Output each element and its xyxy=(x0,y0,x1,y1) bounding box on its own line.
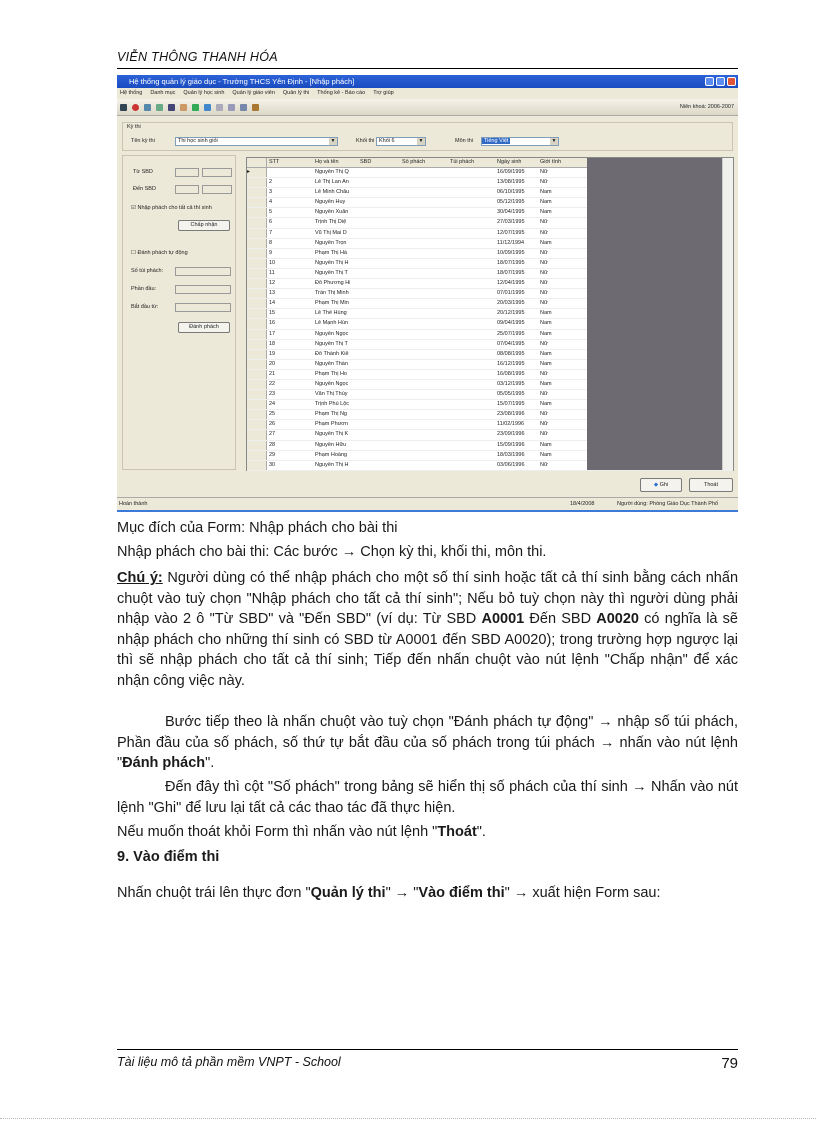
table-cell: 11 xyxy=(269,269,275,276)
prefix-input[interactable] xyxy=(175,285,231,294)
row-header[interactable] xyxy=(247,299,267,308)
table-cell: 22 xyxy=(269,380,276,387)
row-header[interactable] xyxy=(247,198,267,207)
table-cell: 05/12/1995 xyxy=(497,199,525,206)
text: Đến SBD xyxy=(524,611,597,628)
table-cell: Nữ xyxy=(540,169,548,175)
page-number: 79 xyxy=(721,1055,738,1072)
table-cell: 3 xyxy=(269,189,273,196)
table-cell: Nam xyxy=(540,209,552,216)
table-cell: Nữ xyxy=(540,259,548,266)
text: Vào điểm thi xyxy=(418,885,505,901)
table-cell: 27 xyxy=(269,431,276,438)
table-cell: Nam xyxy=(540,350,552,357)
table-cell: 23 xyxy=(269,391,276,398)
row-header[interactable] xyxy=(247,441,267,450)
table-cell: Phạm Phươn xyxy=(315,421,348,428)
header-rule xyxy=(117,68,738,69)
save-button[interactable] xyxy=(640,478,682,492)
text: " → " xyxy=(385,885,419,901)
options-panel xyxy=(122,155,236,470)
empty-area xyxy=(587,158,723,470)
to-sbd-prefix[interactable] xyxy=(175,185,199,194)
grade-label: Khối thi xyxy=(356,138,375,144)
chevron-down-icon[interactable]: ▼ xyxy=(418,138,424,144)
table-cell: 18/07/1995 xyxy=(497,259,525,266)
menu-item[interactable]: Trợ giúp xyxy=(373,90,394,96)
table-cell: Nữ xyxy=(540,229,548,236)
toolbar xyxy=(117,99,738,116)
footer-text: Tài liệu mô tả phần mềm VNPT - School xyxy=(117,1055,341,1069)
table-cell: Nữ xyxy=(540,179,548,186)
table-cell: 10 xyxy=(269,259,276,266)
row-header[interactable] xyxy=(247,430,267,439)
page-edge xyxy=(0,1118,816,1119)
table-cell: 15/07/1995 xyxy=(497,401,525,408)
table-cell: Phạm Thị Ho xyxy=(315,370,347,377)
tool-icon[interactable] xyxy=(144,104,151,111)
table-cell: 19 xyxy=(269,350,276,357)
all-students-checkbox[interactable]: ☑ Nhập phách cho tất cả thí sinh xyxy=(131,205,212,211)
window-title: Hệ thống quản lý giáo dục - Trường THCS Yên Định - [Nhập phách] xyxy=(129,77,355,86)
table-cell: Nam xyxy=(540,199,552,206)
from-label: Từ SBD xyxy=(133,169,153,175)
status-date: 18/4/2008 xyxy=(570,501,595,507)
column-header[interactable]: Họ và tên xyxy=(315,159,339,165)
paragraph-purpose: Mục đích của Form: Nhập phách cho bài thi xyxy=(117,520,398,536)
table-cell: 03/12/1995 xyxy=(497,380,525,387)
table-cell: 25/07/1995 xyxy=(497,330,525,337)
table-cell: Nữ xyxy=(540,340,548,347)
app-screenshot xyxy=(117,75,738,512)
subject-value: Tiếng Việt xyxy=(484,138,509,144)
exam-group xyxy=(122,122,733,151)
table-cell: 8 xyxy=(269,239,273,246)
text: ". xyxy=(476,824,486,840)
exam-value: Thi học sinh giỏi xyxy=(178,138,218,144)
table-cell: Trịnh Thị Diệ xyxy=(315,219,347,226)
row-header[interactable] xyxy=(247,330,267,339)
row-header[interactable] xyxy=(247,289,267,298)
bag-input[interactable] xyxy=(175,267,231,276)
row-header[interactable] xyxy=(247,380,267,389)
table-cell: Nguyễn Xuân xyxy=(315,209,349,216)
menu-item[interactable]: Hệ thống xyxy=(120,90,143,96)
table-cell: Lê Minh Châu xyxy=(315,189,350,196)
table-cell: 18 xyxy=(269,340,276,347)
table-cell: Nguyễn Thị T xyxy=(315,340,348,347)
row-header[interactable] xyxy=(247,218,267,227)
menu-item[interactable]: Quản lý thi xyxy=(282,90,310,96)
table-cell: 26 xyxy=(269,421,276,428)
table-cell: 2 xyxy=(269,179,273,186)
column-header[interactable]: SBD xyxy=(360,159,372,165)
table-cell: 30/04/1995 xyxy=(497,209,525,216)
text: A0020 xyxy=(596,611,639,628)
table-cell: Phạm Hoàng xyxy=(315,451,348,458)
start-label: Bắt đầu từ: xyxy=(131,304,159,310)
table-cell: Nam xyxy=(540,189,552,196)
row-header[interactable] xyxy=(247,269,267,278)
table-cell: Nam xyxy=(540,441,552,448)
row-header[interactable] xyxy=(247,340,267,349)
table-cell: 17 xyxy=(269,330,276,337)
row-header[interactable] xyxy=(247,370,267,379)
minimize-icon[interactable] xyxy=(705,77,714,86)
row-header[interactable] xyxy=(247,239,267,248)
tool-icon[interactable] xyxy=(180,104,187,111)
table-cell: Nữ xyxy=(540,249,548,256)
table-cell: 16/08/1995 xyxy=(497,370,525,377)
menu-item[interactable]: Quản lý giáo viên xyxy=(232,90,275,96)
table-cell: Nữ xyxy=(540,461,548,468)
tool-icon[interactable] xyxy=(240,104,247,111)
table-cell: Nữ xyxy=(540,219,548,226)
from-sbd-prefix[interactable] xyxy=(175,168,199,177)
table-cell: 25 xyxy=(269,411,276,418)
menu-item[interactable]: Danh mục xyxy=(150,90,176,96)
table-cell: 28 xyxy=(269,441,276,448)
table-cell: 09/04/1995 xyxy=(497,320,525,327)
auto-assign-label: Đánh phách tự động xyxy=(137,250,188,256)
tool-icon[interactable] xyxy=(192,104,199,111)
text: Nếu muốn thoát khỏi Form thì nhấn vào nút lệnh " xyxy=(117,824,438,840)
text: có nghĩa là sẽ nhập phách cho những thí sinh có SBD từ A0001 đến SBD A0020); trong trường hợp ngược lại thì sẽ nhập phách cho tất cả thí sinh; Tiếp đến nhấn chuột vào nút lệnh "Chấp nhận" để xác nhận công việc này. xyxy=(117,611,738,689)
row-header xyxy=(247,158,267,167)
all-students-label: Nhập phách cho tất cả thí sinh xyxy=(137,205,212,211)
row-header[interactable] xyxy=(247,279,267,288)
row-header[interactable] xyxy=(247,309,267,318)
table-cell: 11/12/1994 xyxy=(497,239,525,246)
grade-select[interactable] xyxy=(376,137,426,146)
search-icon[interactable] xyxy=(204,104,211,111)
stop-icon[interactable] xyxy=(132,104,139,111)
row-header[interactable] xyxy=(247,350,267,359)
table-cell: 14 xyxy=(269,300,276,307)
table-cell: Trịnh Phú Lộc xyxy=(315,401,350,408)
to-sbd-input[interactable] xyxy=(202,185,232,194)
text: A0001 xyxy=(481,611,525,628)
save-label: Ghi xyxy=(659,482,669,488)
row-header[interactable] xyxy=(247,461,267,470)
table-cell: Nữ xyxy=(540,421,548,428)
school-year: Niên khoá: 2006-2007 xyxy=(679,104,734,110)
column-header[interactable]: STT xyxy=(269,159,280,165)
group-label: Kỳ thi xyxy=(127,124,141,130)
table-cell: Nguyễn Thị H xyxy=(315,461,349,468)
paragraph-next-step xyxy=(117,712,738,774)
paragraph-enter-scores xyxy=(117,883,738,904)
row-header[interactable] xyxy=(247,249,267,258)
table-cell: 18/03/1996 xyxy=(497,451,525,458)
table-cell: 15/09/1996 xyxy=(497,441,525,448)
text: Thoát xyxy=(437,824,477,840)
from-sbd-input[interactable] xyxy=(202,168,232,177)
table-cell: 12/07/1995 xyxy=(497,229,525,236)
table-cell: 21 xyxy=(269,370,276,377)
exit-icon[interactable] xyxy=(120,104,127,111)
chevron-down-icon[interactable]: ▼ xyxy=(330,138,336,144)
exam-label: Tên kỳ thi xyxy=(131,138,155,144)
table-cell: Nam xyxy=(540,330,552,337)
menu-item[interactable]: Quản lý học sinh xyxy=(183,90,225,96)
table-cell: 5 xyxy=(269,209,273,216)
row-header[interactable] xyxy=(247,360,267,369)
table-cell: 10/09/1995 xyxy=(497,249,525,256)
table-cell: Nam xyxy=(540,320,552,327)
paragraph-steps: Nhập phách cho bài thi: Các bước → Chọn kỳ thi, khối thi, môn thi. xyxy=(117,544,547,560)
row-header[interactable] xyxy=(247,229,267,238)
table-cell: Đỗ Thành Kiê xyxy=(315,350,349,357)
students-grid xyxy=(246,157,734,471)
bag-label: Số túi phách: xyxy=(131,268,164,274)
tool-icon[interactable] xyxy=(216,104,223,111)
table-cell: Nguyễn Thị K xyxy=(315,431,349,438)
paragraph-exit xyxy=(117,822,738,843)
status-text: Hoàn thành xyxy=(119,501,148,507)
menu-item[interactable]: Thống kê - Báo cáo xyxy=(317,90,366,96)
column-header[interactable]: Túi phách xyxy=(450,159,475,165)
row-header[interactable] xyxy=(247,400,267,409)
text: Bước tiếp theo là nhấn chuột vào tuỳ chọn "Đánh phách tự động" → nhập số túi phách, Phần đầu của số phách, số thứ tự bắt đầu của số phách trong túi phách → nhấn vào nút lệnh " xyxy=(117,714,738,772)
table-cell: Nam xyxy=(540,360,552,367)
table-cell: 27/03/1995 xyxy=(497,219,525,226)
table-cell: Nữ xyxy=(540,290,548,297)
table-cell: Đỗ Phương Hi xyxy=(315,280,351,287)
table-cell: 6 xyxy=(269,219,273,226)
table-cell: Nam xyxy=(540,380,552,387)
row-header[interactable] xyxy=(247,420,267,429)
running-header: VIỄN THÔNG THANH HÓA xyxy=(117,50,278,64)
table-cell: 30 xyxy=(269,461,276,468)
subject-label: Môn thi xyxy=(455,138,474,144)
table-cell: Nguyễn Trọn xyxy=(315,239,347,246)
menu-bar xyxy=(117,88,738,99)
table-cell: Văn Thị Thúy xyxy=(315,391,348,398)
row-header[interactable] xyxy=(247,208,267,217)
table-cell: 18/07/1995 xyxy=(497,269,525,276)
help-icon[interactable] xyxy=(252,104,259,111)
exit-button[interactable]: Thoát xyxy=(689,478,733,492)
table-cell: 15 xyxy=(269,310,276,317)
table-cell: Lê Thế Hùng xyxy=(315,310,347,317)
table-cell: Nguyễn Thị H xyxy=(315,259,349,266)
footer-rule xyxy=(117,1049,738,1050)
row-header[interactable] xyxy=(247,319,267,328)
status-bar xyxy=(117,497,738,510)
table-cell: Nguyễn Thị Q xyxy=(315,169,349,175)
table-cell: 06/10/1995 xyxy=(497,189,525,196)
tool-icon[interactable] xyxy=(228,104,235,111)
table-cell: Nữ xyxy=(540,300,548,307)
prefix-label: Phần đầu: xyxy=(131,286,157,292)
table-cell: Nam xyxy=(540,239,552,246)
vertical-scrollbar[interactable] xyxy=(722,158,733,470)
table-cell: Lê Thị Lan An xyxy=(315,179,349,186)
table-cell: 16/12/1995 xyxy=(497,360,525,367)
auto-assign-checkbox[interactable]: ☐ Đánh phách tự động xyxy=(131,250,188,256)
subject-select[interactable] xyxy=(481,137,559,146)
table-cell: 11/02/1996 xyxy=(497,421,525,428)
table-cell: Nam xyxy=(540,451,552,458)
tool-icon[interactable] xyxy=(168,104,175,111)
table-cell: 20/03/1995 xyxy=(497,300,525,307)
chevron-down-icon[interactable]: ▼ xyxy=(551,138,557,144)
table-cell: Nam xyxy=(540,401,552,408)
row-header[interactable]: ▸ xyxy=(247,168,267,177)
column-header[interactable]: Ngày sinh xyxy=(497,159,522,165)
table-cell: 9 xyxy=(269,249,273,256)
table-cell: 4 xyxy=(269,199,273,206)
table-cell: Nữ xyxy=(540,280,548,287)
text: ". xyxy=(205,755,215,772)
table-cell: 16/09/1995 xyxy=(497,169,525,175)
table-cell: Nam xyxy=(540,310,552,317)
table-cell: 16 xyxy=(269,320,276,327)
paragraph-note xyxy=(117,568,738,692)
section-heading: 9. Vào điểm thi xyxy=(117,849,220,865)
table-cell: Phạm Thị Min xyxy=(315,300,349,307)
table-cell: 20 xyxy=(269,360,276,367)
table-cell: 05/05/1995 xyxy=(497,391,525,398)
table-cell: 08/08/1995 xyxy=(497,350,525,357)
row-header[interactable] xyxy=(247,178,267,187)
start-input[interactable] xyxy=(175,303,231,312)
table-cell: 03/06/1996 xyxy=(497,461,525,468)
table-cell: Nguyễn Hữu xyxy=(315,441,347,448)
title-bar xyxy=(117,75,738,88)
paragraph-result: Đến đây thì cột "Số phách" trong bảng sẽ hiển thị số phách của thí sinh → Nhấn vào nút lệnh "Ghi" để lưu lại tất cả các thao tác đã thực hiện. xyxy=(117,779,738,816)
table-cell: Nữ xyxy=(540,431,548,438)
row-header[interactable] xyxy=(247,259,267,268)
table-cell: Nữ xyxy=(540,370,548,377)
table-cell: Trần Thị Minh xyxy=(315,290,349,297)
table-cell: Nguyễn Ngọc xyxy=(315,380,349,387)
table-cell: Nữ xyxy=(540,269,548,276)
text: Người dùng có thể nhập phách cho một số thí sinh hoặc tất cả thí sinh bằng cách nhấn chuột vào tuỳ chọn "Nhập phách cho tất cả thí sinh"; Nếu bỏ tuỳ chọn này thì người dùng phải nhập vào 2 ô "Từ SBD" và "Đến SBD" (ví dụ: Từ SBD xyxy=(117,570,739,628)
table-cell: 13/08/1995 xyxy=(497,179,525,186)
table-cell: Phạm Thị Ng xyxy=(315,411,347,418)
table-cell: 07/01/1995 xyxy=(497,290,525,297)
text: Quản lý thi xyxy=(310,885,386,901)
table-cell: 23/08/1996 xyxy=(497,411,525,418)
maximize-icon[interactable] xyxy=(716,77,725,86)
save-icon: ◆ xyxy=(653,482,659,488)
table-cell: Lê Mạnh Hùn xyxy=(315,320,349,327)
tool-icon[interactable] xyxy=(156,104,163,111)
row-header[interactable] xyxy=(247,451,267,460)
row-header[interactable] xyxy=(247,410,267,419)
table-cell: 24 xyxy=(269,401,276,408)
table-cell: 23/09/1996 xyxy=(497,431,525,438)
table-cell: 12 xyxy=(269,280,276,287)
table-cell: 7 xyxy=(269,229,273,236)
table-cell: 07/04/1995 xyxy=(497,340,525,347)
row-header[interactable] xyxy=(247,188,267,197)
exam-select[interactable] xyxy=(175,137,338,146)
table-cell: 13 xyxy=(269,290,276,297)
table-cell: Nguyễn Huy xyxy=(315,199,346,206)
table-cell: Nguyễn Thàn xyxy=(315,360,348,367)
column-header[interactable]: Số phách xyxy=(402,159,426,165)
table-cell: Nguyễn Ngọc xyxy=(315,330,349,337)
table-cell: Phạm Thị Hà xyxy=(315,249,347,256)
table-cell: 29 xyxy=(269,451,276,458)
note-label: Chú ý: xyxy=(117,570,163,586)
assign-button[interactable]: Đánh phách xyxy=(178,322,230,333)
close-icon[interactable] xyxy=(727,77,736,86)
accept-button[interactable]: Chấp nhận xyxy=(178,220,230,231)
status-user: Người dùng: Phòng Giáo Dục Thành Phố xyxy=(617,501,719,507)
table-cell: Nữ xyxy=(540,391,548,398)
table-cell: Vũ Thị Mai D xyxy=(315,229,347,236)
text: Đánh phách xyxy=(122,755,206,772)
text: " → xuất hiện Form sau: xyxy=(504,885,661,901)
to-label: Đến SBD xyxy=(133,186,156,192)
grade-value: Khối 6 xyxy=(379,138,395,144)
table-cell: 12/04/1995 xyxy=(497,280,525,287)
row-header[interactable] xyxy=(247,390,267,399)
table-cell: Nguyễn Thị T xyxy=(315,269,348,276)
table-cell: 20/12/1995 xyxy=(497,310,525,317)
column-header[interactable]: Giới tính xyxy=(540,159,562,165)
table-cell: Nữ xyxy=(540,411,548,418)
text: Nhấn chuột trái lên thực đơn " xyxy=(117,885,311,901)
